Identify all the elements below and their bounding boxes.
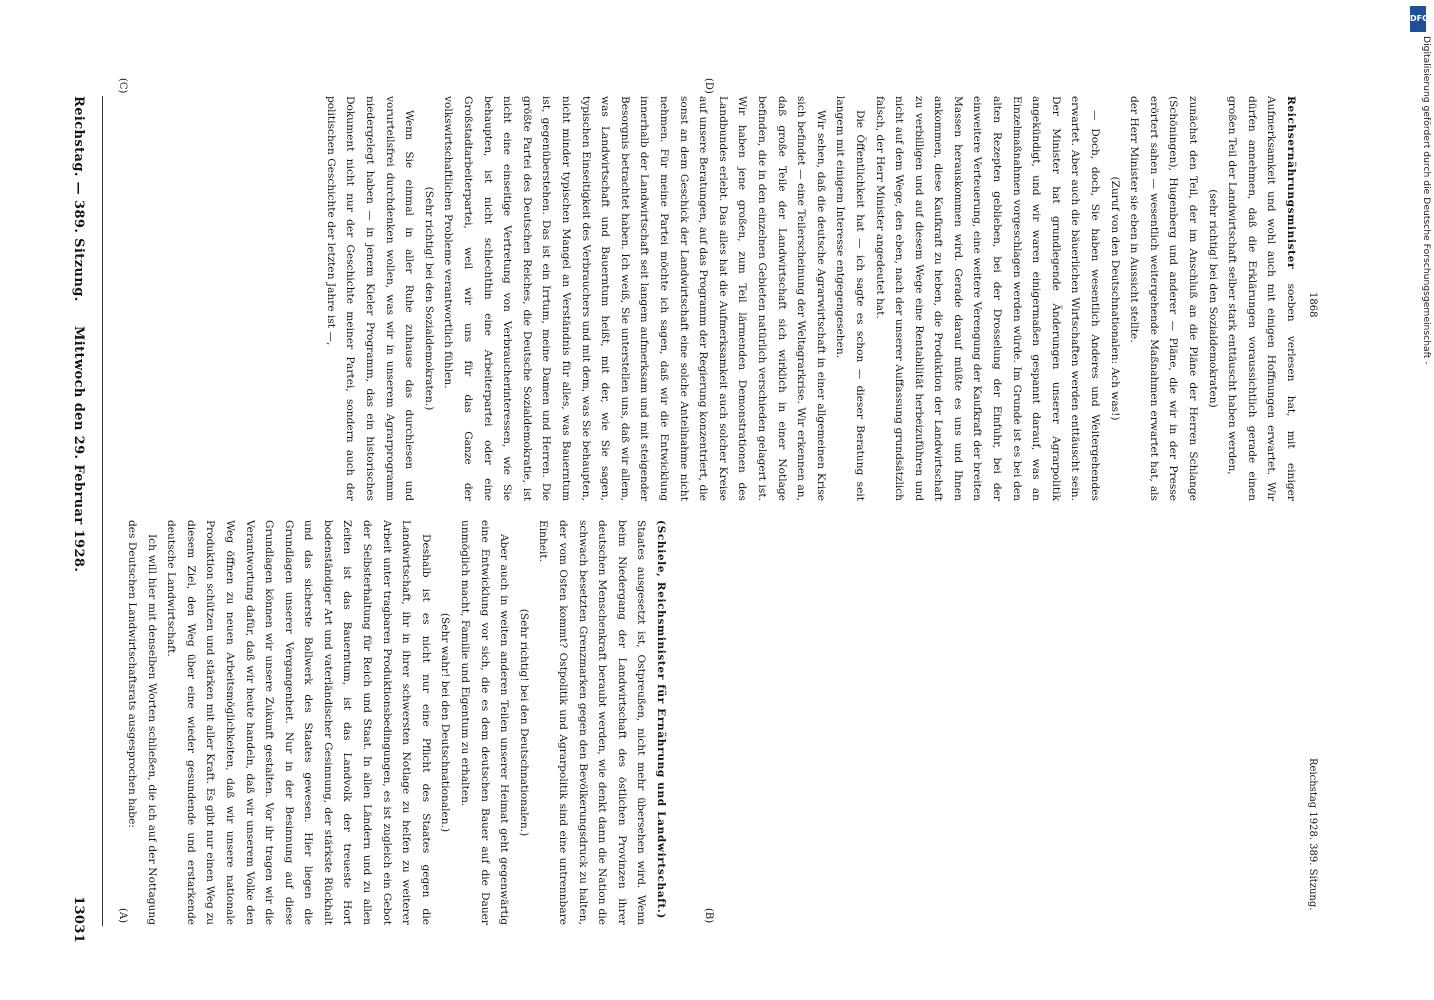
page-number: 13031: [71, 896, 86, 944]
paragraph: Aber auch in weiten anderen Teilen unserer Heimat geht gegenwärtig eine Entwicklung vor sich, die es dem deutschen Bauer auf die Dauer unmöglich macht, Familie und Eigentum zu erhalten.: [459, 520, 511, 925]
paragraph: Ich will hier mit denselben Worten schließen, die ich auf der Nottagung des Deutschen Landwirtschaftsrats ausgesprochen habe:: [125, 520, 158, 925]
quotation: [118, 520, 121, 925]
header-date: Mittwoch den 29. Februar 1928.: [71, 326, 86, 573]
header-rule: [102, 96, 103, 926]
paragraph: Staates ausgesetzt ist, Ostpreußen, nicht mehr übersehen wird. Wenn beim Niedergang der Landwirtschaft des östlichen Provinzen ihrer deutschen Menschenkraft beraubt werden, wie denkt dann die Nation die schwach besetzten Grenzmarken gegen den Bevölkerungsdruck zu halten, der vom Osten kommt? Ostpolitik und Agrarpolitik sind eine untrennbare Einheit.: [537, 520, 648, 925]
paragraph: zunächst den Teil, der im Anschluß an die Pläne der Herren Schlange (Schöningen), Hugenberg und anderer — Pläne, die wir in der Presse erörtert sahen — wesentlich weitergehende Maßnahmen erwartet hat, als der Herr Minister sie eben in Aussicht stellte.: [1128, 96, 1200, 501]
dfg-logo: DFG: [1410, 6, 1426, 32]
interjection: (Sehr richtig! bei den Sozialdemokraten.): [422, 186, 435, 411]
speaker-minister: Reichsernährungsminister: [1285, 96, 1297, 270]
paragraph: Wenn Sie einmal in aller Ruhe zuhause das durchlesen und vorurteilsfrei durchdenken wollen, was wir in unserem Agrarprogramm niedergelegt haben — in jenem Kieler Programm, das ein historisches Dokument nicht nur der Geschichte meiner Partei, sondern auch der politischen Geschichte der letzten Jahre ist —,: [324, 96, 416, 501]
paragraph: Deshalb ist es nicht nur eine Pflicht des Staates gegen die Landwirtschaft, ihr in ihrer schwersten Notlage zu helfen zu weiterer Arbeit unter tragbaren Produktionsbedingungen, es ist zugleich ein Gebot der Selbsterhaltung für Reich und Staat. In allen Ländern und zu allen Zeiten ist das Bauerntum, ist das Landvolk der treueste Hort bodenständiger Art und vaterländischer Gesinnung, der stärkste Rückhalt und das sicherste Bollwerk des Staates gewesen. Hier liegen die Grundlagen unserer Vergangenheit. Nur in der Besinnung auf diese Grundlagen können wir unsere Zukunft gestalten. Vor ihr tragen wir die Verantwortung dafür, daß wir heute handeln, daß wir unserem Volke den Weg öffnen zu neuen Arbeitsmöglichkeiten, daß wir unsere nationale Produktion schützen und stärken mit aller Kraft. Es gibt nur einen Weg zu diesem Ziel, den Weg über eine wieder gesundende und erstarkende deutsche Landwirtschaft.: [165, 520, 432, 925]
margin-letter-c: (C): [117, 78, 128, 94]
margin-letter-d: (D): [703, 78, 714, 94]
paragraph: — Doch, doch, Sie haben wesentlich Anderes und Weitergehendes erwartet. Aber auch die bäuerlichen Wirtschaften werden enttäuscht sein. Der Minister hat grundlegende Änderungen unserer Agrarpolitik angekündigt, und wir waren einigermaßen gespannt darauf, was an Einzelmaßnahmen vorgeschlagen werden würde. Im Grunde ist es bei den alten Rezepten geblieben, bei der Drosselung der Einfuhr, bei der einweitere Verteuerung, eine weitere Verengung der Kaufkraft der breiten Massen herauskommen wird. Gerade darauf müßte es uns und Ihnen ankommen, diese Kaufkraft zu heben, die Produktion der Landwirtschaft zu verbilligen und auf diesem Wege eine Rentabilität herbeizuführen und nicht auf dem Wege, den eben, nach der unserer Auffassung grundsätzlich falsch, der Herr Minister angedeutet hat.: [873, 96, 1102, 501]
margin-letter-a: (A): [117, 908, 128, 924]
header-left: Reichstag. — 389. Sitzung.: [71, 96, 86, 302]
interjection: (sehr richtig! bei den Sozialdemokraten): [1206, 189, 1219, 408]
paragraph: soeben verlesen hat, mit einiger Aufmerksamkeit und wohl auch mit einigen Hoffnungen erwartet. Wir dürfen annehmen, daß die Erklärungen voraussichtlich gerade einen großen Teil der Landwirtschaft selber stark enttäuscht haben werden,: [1226, 96, 1297, 501]
paragraph: Wir sehen, daß die deutsche Agrarwirtschaft in einer allgemeinen Krise sich befindet — eine Teilerscheinung der Weltagrarkrise. Wir erkennen an, daß große Teile der Landwirtschaft sich wirklich in einer Notlage befinden, die in den einzelnen Gebieten natürlich verschieden gelagert ist. Wir haben jene großen, zum Teil lärmenden Demonstrationen des Landbundes erlebt. Das alles hat die Aufmerksamkeit auch solcher Kreise auf unsere Beratungen, auf das Programm der Regierung konzentriert, die sonst an dem Geschick der Landwirtschaft eine solche Anteilnahme nicht nehmen. Für meine Partei möchte ich sagen, daß wir die Entwicklung innerhalb der Landwirtschaft seit langem aufmerksam und mit steigender Besorgnis betrachtet haben. Ich weiß, Sie unterstellen uns, daß wir allem, was Landwirtschaft und Bauerntum heißt, mit der, wie Sie sagen, typischen Einseitigkeit des Verbrauchers und mit dem, was Sie behaupten, nicht minder typischen Mangel an Verständnis für alles, was Bauerntum ist, gegenüberstehen. Das ist ein Irrtum, meine Damen und Herren. Die größte Partei des Deutschen Reiches, die Deutsche Sozialdemokratie, ist nicht eine einseitige Vertretung von Verbraucherinteressen, wie Sie behaupten, ist nicht schlechthin eine Arbeiterpartei oder eine Großstadtarbeiterpartei, weil wir uns für das Ganze der volkswirtschaftlichen Probleme verantwortlich fühlen.: [442, 96, 827, 501]
interjection: (Zuruf von den Deutschnationalen: Ach was!): [1108, 176, 1121, 421]
footer-left: Reichstag 1928. 389. Sitzung.: [1307, 758, 1318, 911]
speaker-schiele: (Schiele, Reichsminister für Ernährung und Landwirtschaft.): [655, 520, 667, 919]
interjection: (Sehr wahr! bei den Deutschnationalen.): [439, 612, 452, 833]
footer-signature-number: 1868: [1307, 292, 1318, 318]
paragraph: Die Öffentlichkeit hat — ich sagte es schon — dieser Beratung seit langem mit einigem Interesse entgegengesehen.: [834, 96, 866, 501]
right-text-column: [110, 96, 1300, 501]
interjection: (Sehr richtig! bei den Deutschnationalen.): [517, 608, 530, 837]
left-text-column: [118, 520, 670, 925]
running-header: [66, 96, 86, 944]
digitization-note: Digitalisierung gefördert durch die Deutsche Forschungsgemeinschaft -: [1421, 36, 1432, 365]
margin-letter-b: (B): [703, 908, 714, 924]
